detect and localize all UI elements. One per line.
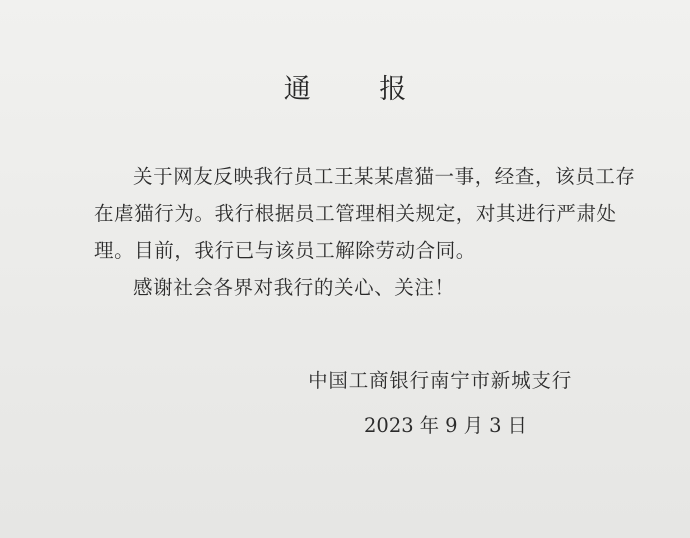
notice-paragraph-main: 关于网友反映我行员工王某某虐猫一事，经查，该员工存在虐猫行为。我行根据员工管理相关规定，对其进行严肃处理。目前，我行已与该员工解除劳动合同。 (94, 165, 636, 262)
date-month: 9 (445, 414, 458, 437)
date-day-unit: 日 (507, 414, 528, 437)
notice-body (94, 158, 642, 306)
date-year-unit: 年 (419, 414, 440, 437)
issue-date (364, 411, 533, 441)
notice-paragraph-thanks: 感谢社会各界对我行的关心、关注！ (133, 276, 455, 299)
notice-title: 通 报 (283, 74, 437, 105)
date-year: 2023 (364, 414, 414, 437)
date-month-unit: 月 (463, 414, 484, 437)
issuer-signature: 中国工商银行南宁市新城支行 (308, 369, 572, 392)
date-day: 3 (489, 414, 502, 437)
